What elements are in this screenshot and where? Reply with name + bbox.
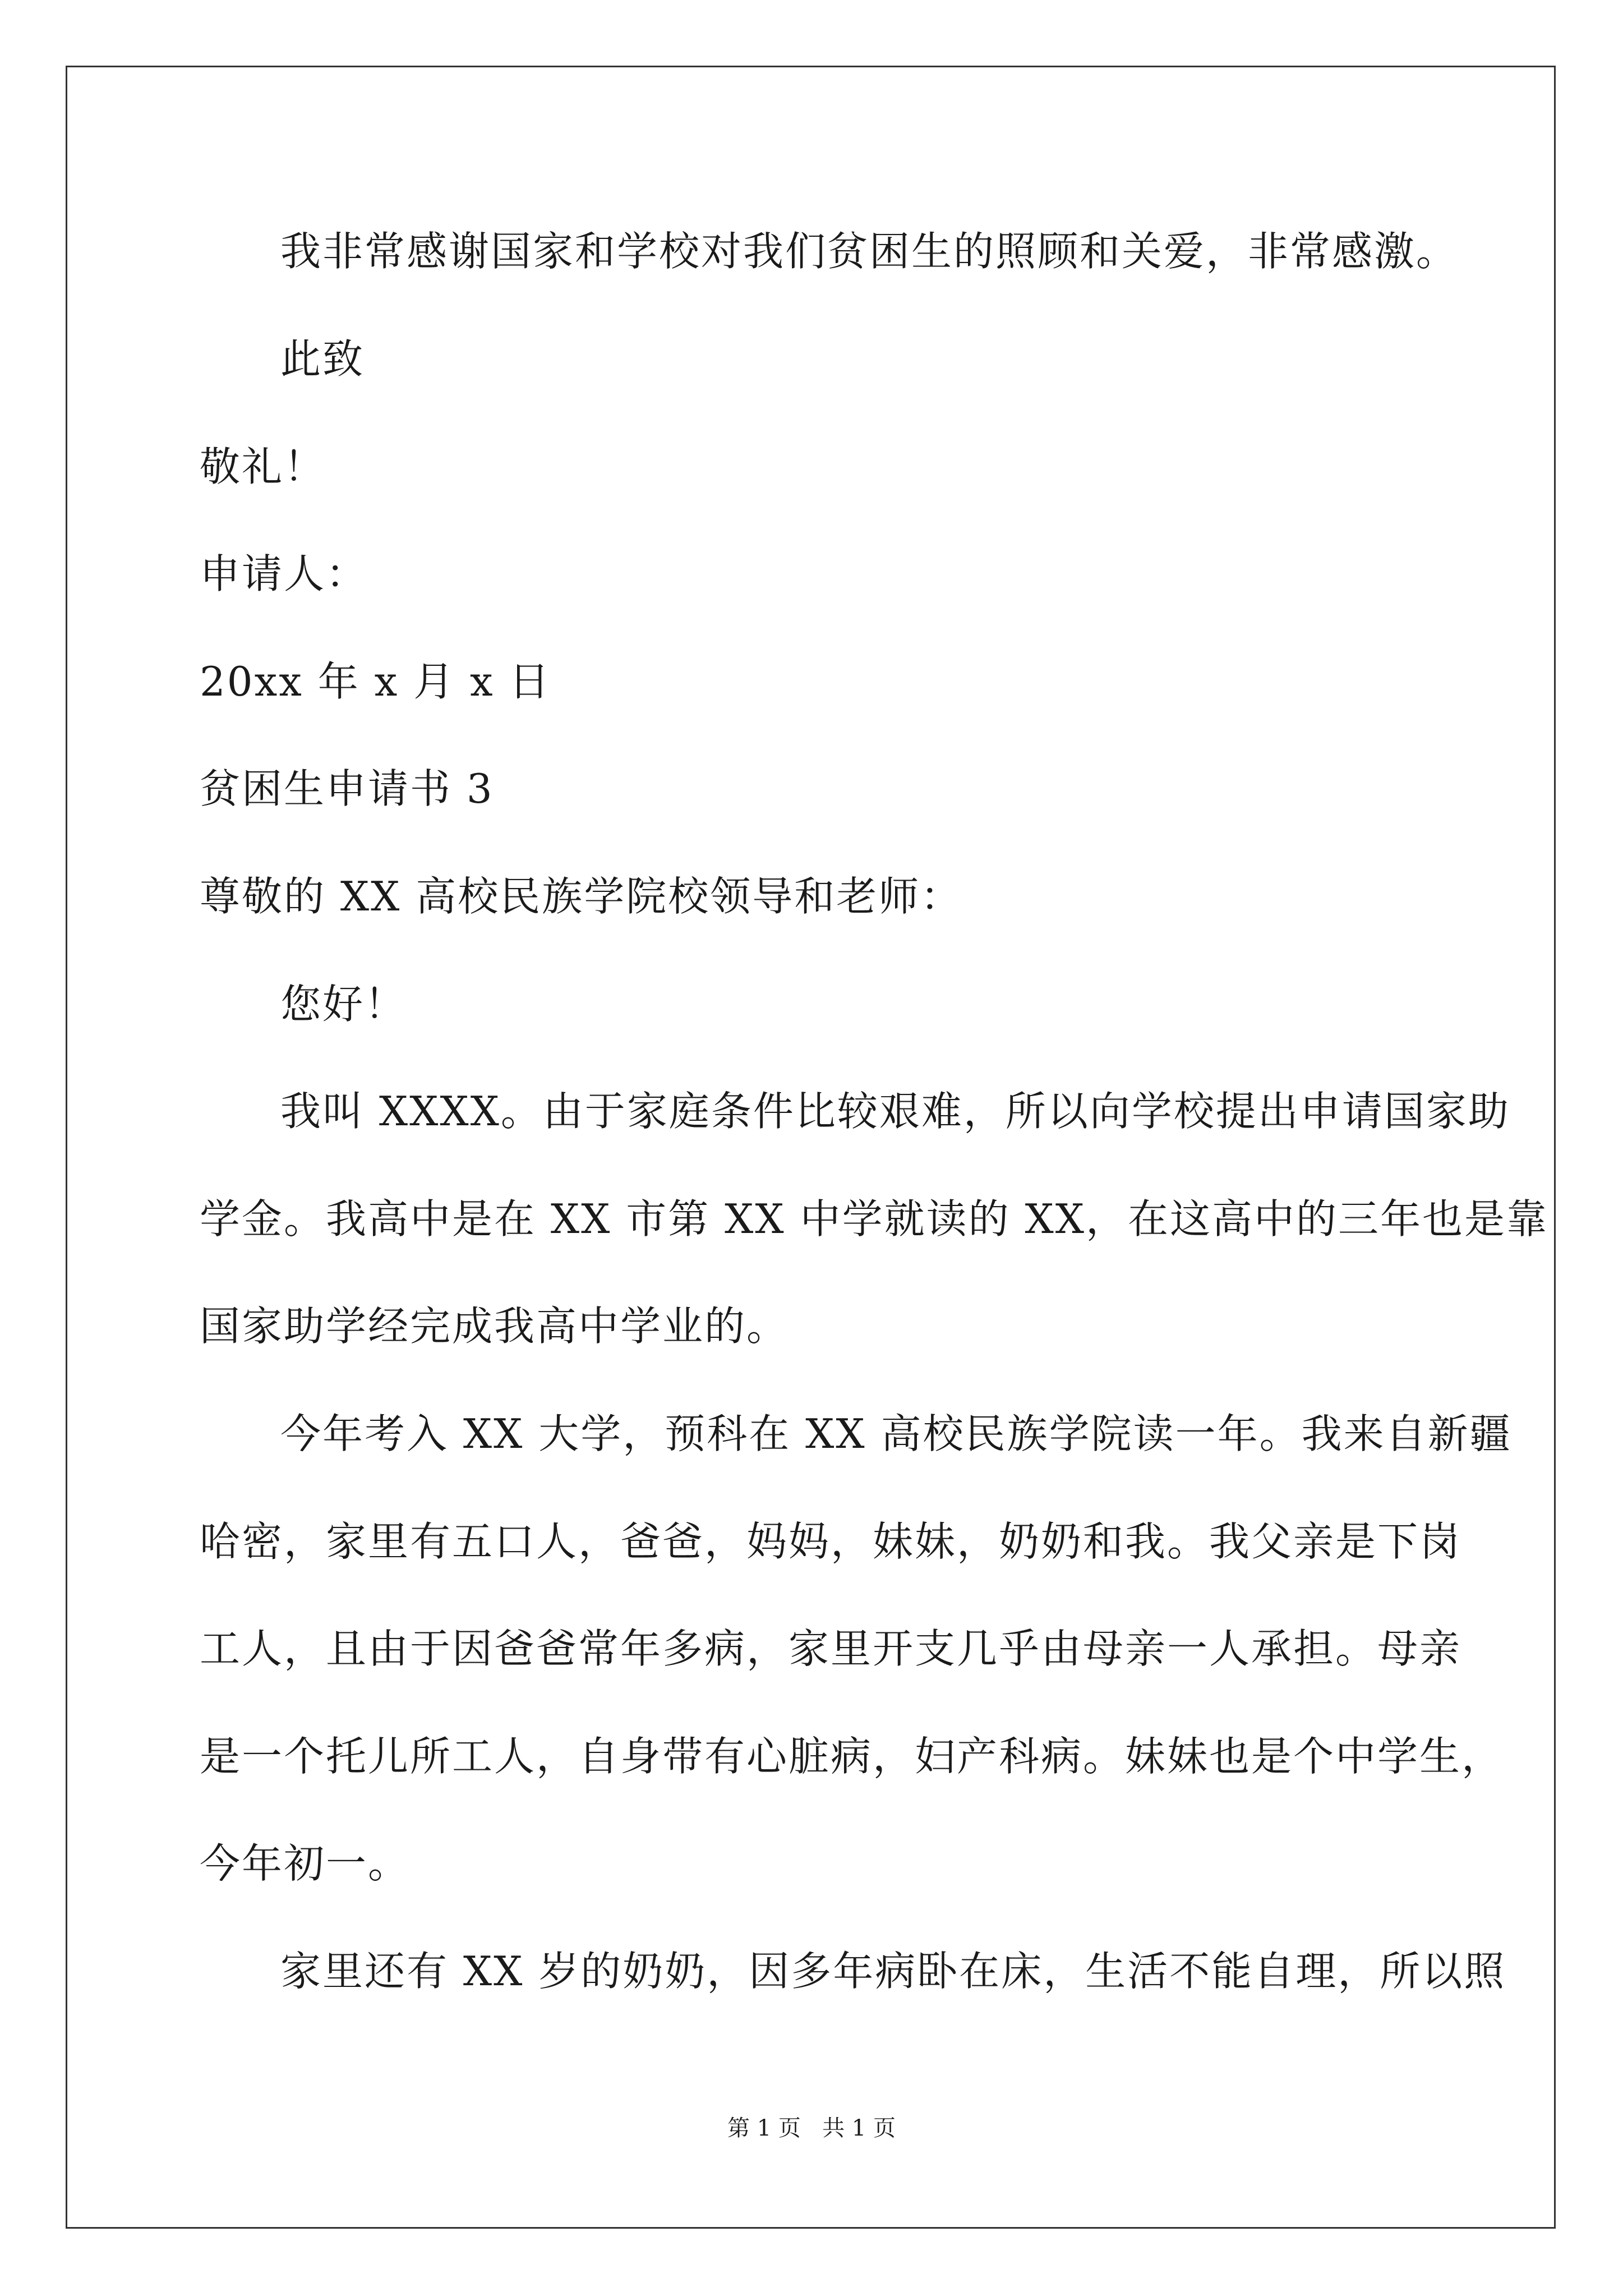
- paragraph-line: 学金。我高中是在 XX 市第 XX 中学就读的 XX，在这高中的三年也是靠: [200, 1195, 1548, 1243]
- paragraph-line: 今年初一。: [200, 1840, 411, 1887]
- page-number-footer: 第 1 页 共 1 页: [727, 2115, 896, 2141]
- paragraph-line: 今年考入 XX 大学，预科在 XX 高校民族学院读一年。我来自新疆: [280, 1410, 1512, 1457]
- salutation-line: 敬礼！: [200, 443, 326, 490]
- paragraph-line: 哈密，家里有五口人，爸爸，妈妈，妹妹，奶奶和我。我父亲是下岗: [200, 1518, 1462, 1565]
- greeting-line: 您好！: [280, 981, 407, 1028]
- paragraph-line: 我非常感谢国家和学校对我们贫困生的照顾和关爱，非常感激。: [280, 228, 1459, 275]
- date-line: 20xx 年 x 月 x 日: [200, 658, 551, 705]
- paragraph-line: 国家助学经完成我高中学业的。: [200, 1303, 789, 1350]
- paragraph-line: 家里还有 XX 岁的奶奶，因多年病卧在床，生活不能自理，所以照: [280, 1948, 1506, 1995]
- greeting-line: 尊敬的 XX 高校民族学院校领导和老师：: [200, 873, 963, 920]
- page-border: [66, 66, 1556, 2229]
- section-title: 贫困生申请书 3: [200, 765, 494, 812]
- paragraph-line: 我叫 XXXX。由于家庭条件比较艰难，所以向学校提出申请国家助: [280, 1088, 1510, 1135]
- paragraph-line: 工人，且由于因爸爸常年多病，家里开支几乎由母亲一人承担。母亲: [200, 1625, 1462, 1672]
- applicant-line: 申请人：: [200, 550, 368, 597]
- paragraph-line: 是一个托儿所工人，自身带有心脏病，妇产科病。妹妹也是个中学生，: [200, 1733, 1504, 1780]
- closing-line: 此致: [280, 335, 365, 383]
